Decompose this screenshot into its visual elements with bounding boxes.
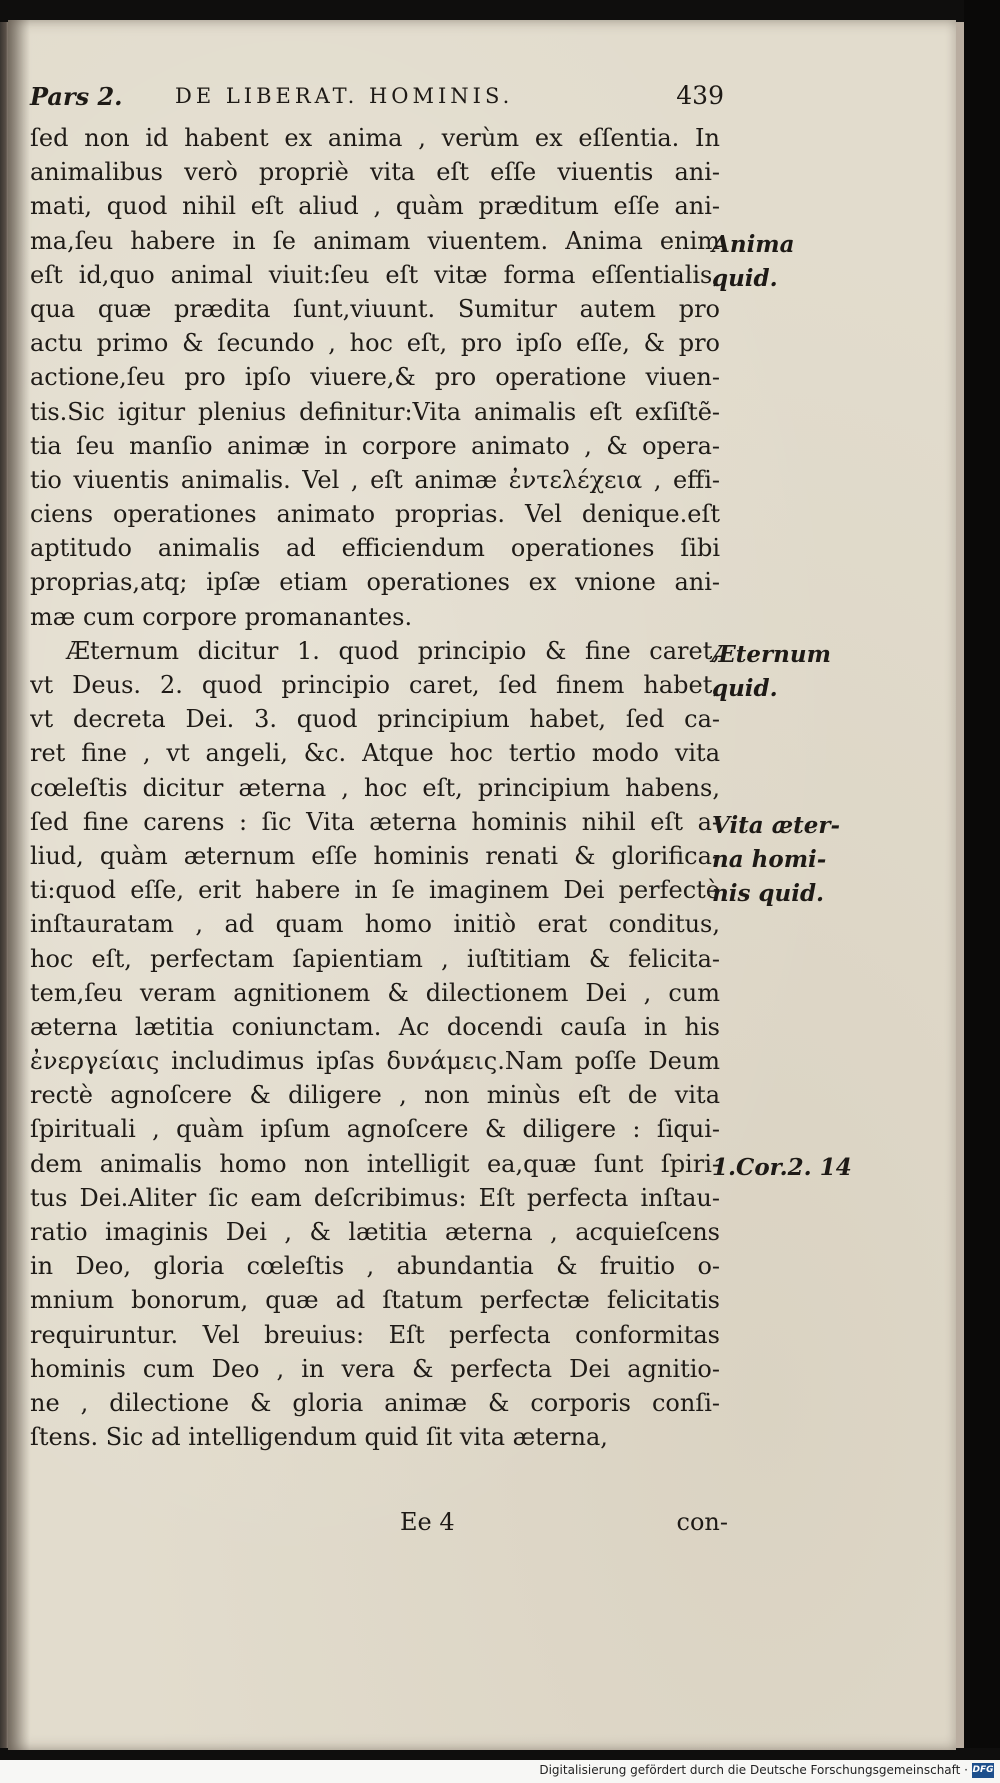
signature-mark: Ee 4	[400, 1508, 455, 1536]
text-line: aptitudo animalis ad efficiendum operationes ſibi	[30, 534, 720, 563]
text-line: ἐνεργείαις includimus ipſas δυνάμεις.Nam poſſe Deum	[30, 1047, 720, 1076]
text-line: tem,ſeu veram agnitionem & dilectionem Dei , cum	[30, 978, 720, 1007]
text-line: qua quæ prædita ſunt,viuunt. Sumitur autem pro	[30, 294, 720, 323]
text-line: ſtens. Sic ad intelligendum quid ſit vita æterna,	[30, 1423, 608, 1452]
margin-note: Anima quid.	[712, 230, 795, 292]
catchword: con-	[676, 1508, 728, 1536]
running-head-title: DE LIBERAT. HOMINIS.	[175, 84, 514, 108]
text-line: tis.Sic igitur plenius definitur:Vita animalis eſt exſiſtẽ-	[30, 397, 720, 426]
text-line: actione,ſeu pro ipſo viuere,& pro operatione viuen-	[30, 363, 720, 392]
body-text	[30, 121, 720, 1454]
text-line: tia ſeu manſio animæ in corpore animato , & opera-	[30, 431, 720, 460]
text-line: hominis cum Deo , in vera & perfecta Dei agnitio-	[30, 1354, 720, 1383]
scan-top-edge	[0, 0, 1000, 22]
text-line: ma,ſeu habere in ſe animam viuentem. Anima enim	[30, 226, 720, 255]
dfg-logo: DFG	[972, 1763, 994, 1778]
text-line: tus Dei.Aliter ſic eam deſcribimus: Eſt perfecta inſtau-	[30, 1183, 720, 1212]
text-line: dem animalis homo non intelligit ea,quæ ſunt ſpiri-	[30, 1149, 720, 1178]
text-line: liud, quàm æternum eſſe hominis renati & glorifica-	[30, 841, 720, 870]
text-line: cœleſtis dicitur æterna , hoc eſt, principium habens,	[30, 773, 720, 802]
text-line: hoc eſt, perfectam ſapientiam , iuſtitiam & felicita-	[30, 944, 720, 973]
text-line: ti:quod eſſe, erit habere in ſe imaginem Dei perfectè	[30, 876, 720, 905]
text-line: mati, quod nihil eſt aliud , quàm præditum eſſe ani-	[30, 192, 720, 221]
text-line: Æternum dicitur 1. quod principio & fine caret,	[66, 636, 720, 665]
page-gutter-shadow	[8, 20, 30, 1750]
text-line: actu primo & ſecundo , hoc eſt, pro ipſo eſſe, & pro	[30, 329, 720, 358]
text-line: æterna lætitia coniunctam. Ac docendi cauſa in his	[30, 1012, 720, 1041]
page-number: 439	[676, 81, 724, 110]
text-line: ratio imaginis Dei , & lætitia æterna , acquieſcens	[30, 1218, 720, 1246]
text-line: in Deo, gloria cœleſtis , abundantia & fruitio o-	[30, 1252, 720, 1281]
text-line: rectè agnoſcere & diligere , non minùs eſt de vita	[30, 1081, 720, 1110]
margin-note: Vita æter- na homi- nis quid.	[712, 812, 841, 908]
scan-right-edge	[964, 0, 1000, 1755]
text-line: ne , dilectione & gloria animæ & corporis conſi-	[30, 1388, 720, 1417]
text-line: proprias,atq; ipſæ etiam operationes ex vnione ani-	[30, 568, 720, 597]
page-foot	[30, 1508, 728, 1544]
text-line: mnium bonorum, quæ ad ſtatum perfectæ felicitatis	[30, 1286, 720, 1315]
text-line: mæ cum corpore promanantes.	[30, 602, 413, 631]
running-head-part: Pars 2.	[30, 82, 123, 111]
text-line: vt decreta Dei. 3. quod principium habet, ſed ca-	[30, 705, 720, 734]
text-line: requiruntur. Vel breuius: Eſt perfecta conformitas	[30, 1320, 720, 1349]
margin-note: Æternum quid.	[712, 641, 831, 703]
text-line: ret fine , vt angeli, &c. Atque hoc tertio modo vita	[30, 739, 720, 768]
text-line: ſed fine carens : ſic Vita æterna hominis nihil eſt a-	[30, 807, 720, 836]
footer-credit: Digitalisierung gefördert durch die Deutsche Forschungsgemeinschaft ·	[539, 1763, 968, 1777]
margin-note: 1.Cor.2. 14	[712, 1154, 852, 1181]
text-line: vt Deus. 2. quod principio caret, ſed finem habet,	[30, 671, 720, 699]
text-line: ciens operationes animato proprias. Vel denique.eſt	[30, 500, 720, 529]
text-line: inſtauratam , ad quam homo initiò erat conditus,	[30, 910, 720, 939]
text-line: eſt id,quo animal viuit:ſeu eſt vitæ forma eſſentialis,	[30, 260, 720, 289]
text-line: ſed non id habent ex anima , verùm ex eſſentia. In	[30, 124, 720, 152]
text-line: animalibus verò propriè vita eſt eſſe viuentis ani-	[30, 158, 720, 187]
text-line: ſpirituali , quàm ipſum agnoſcere & diligere : ſiqui-	[30, 1115, 720, 1144]
text-line: tio viuentis animalis. Vel , eſt animæ ἐντελέχεια , effi-	[30, 465, 720, 494]
running-head	[30, 78, 724, 114]
